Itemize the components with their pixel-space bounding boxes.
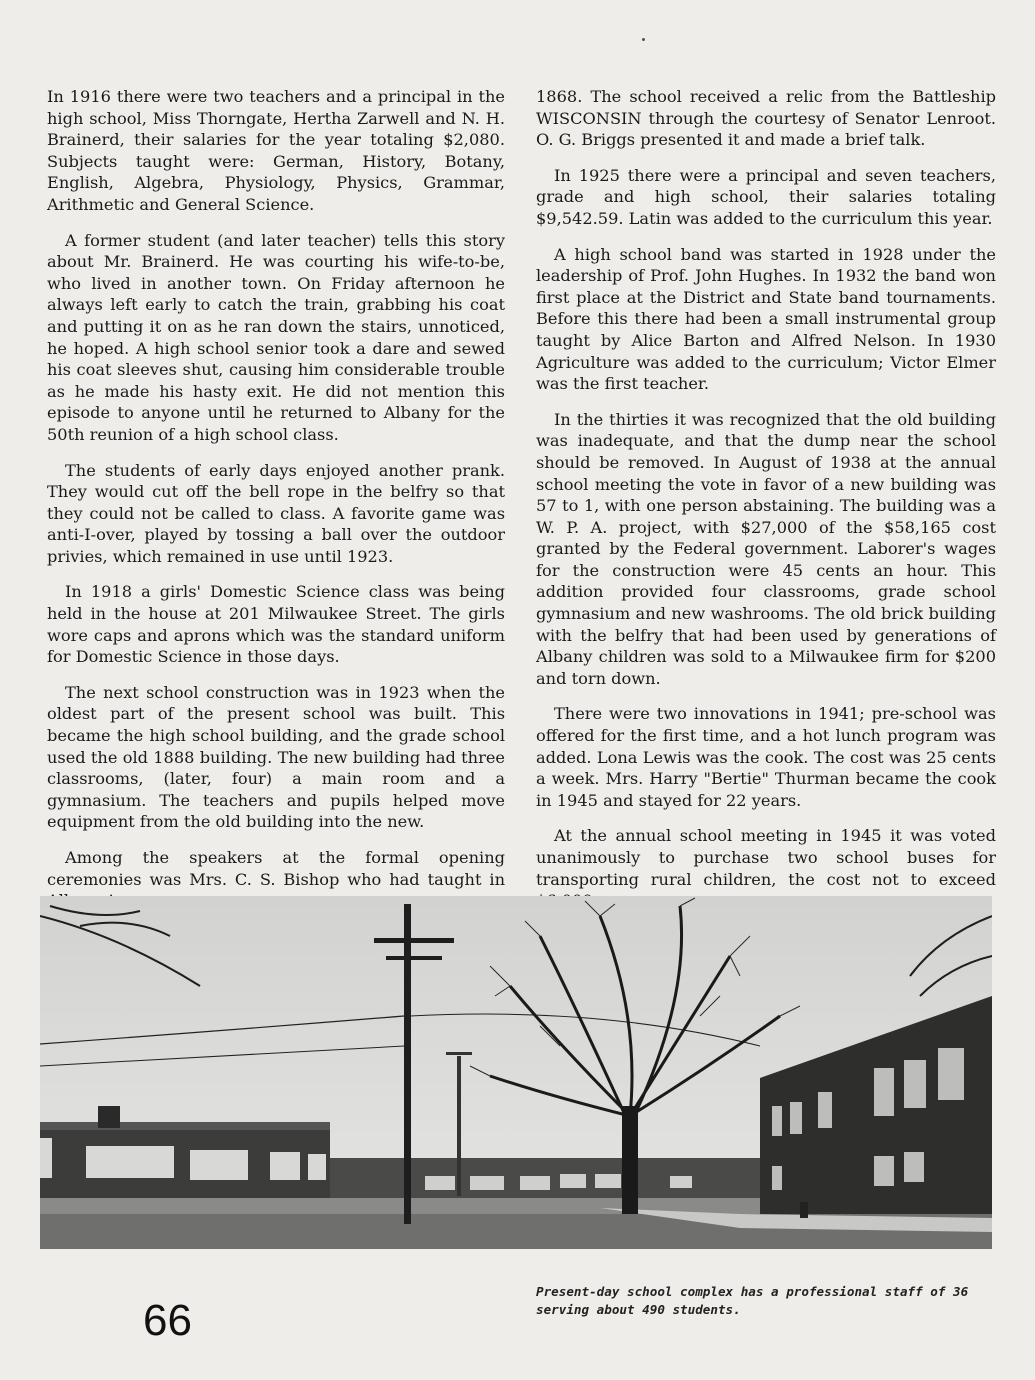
left-text-column bbox=[47, 86, 505, 926]
paragraph-opening-ceremonies: Among the speakers at the formal opening ceremonies was Mrs. C. S. Bishop who had taught in bbox=[47, 848, 505, 889]
school-photo-illustration bbox=[40, 896, 992, 1249]
paragraph-brainerd-story: A former student (and later teacher) tells this story about Mr. Brainerd. He was courting his wife-to-be, who lived in another town. On Friday afternoon he always left early to catch the train, grabbing his coat and putting it on as he ran down the stairs, unnoticed, he hoped. A high school senior took a dare and sewed his coat sleeves shut, causing him considerable trouble as he made his hasty exit. He did not mention this episode to anyone until he returned to Albany for the 50th reunion of a high school class. bbox=[47, 230, 505, 444]
paragraph-prank: The students of early days enjoyed another prank. They would cut off the bell rope in the belfry so that they could not be called to class. A favorite game was anti-I-over, played by tossing a ball over the outdoor privies, which remained in use until 1923. bbox=[47, 460, 505, 566]
paragraph-1868-relic: 1868. The school received a relic from the Battleship WISCONSIN through the courtesy of Senator Lenroot. O. G. Briggs presented it and made a brief talk. bbox=[536, 87, 996, 150]
page-number: 66 bbox=[143, 1296, 192, 1345]
paragraph-domestic-science: In 1918 a girls' Domestic Science class was being held in the house at 201 Milwaukee Street. The girls wore caps and aprons which was the standard uniform for Domestic Science in those days. bbox=[47, 582, 505, 667]
paragraph-1925-teachers: In 1925 there were a principal and seven teachers, grade and high school, their salaries totaling $9,542.59. Latin was added to the curriculum this year. bbox=[536, 165, 996, 228]
paragraph-school-buses: At the annual school meeting in 1945 it was voted unanimously to purchase two school buses for transporting rural children, the cost not to exceed bbox=[536, 826, 996, 889]
paragraph-1916-teachers: In 1916 there were two teachers and a principal in the high school, Miss Thorngate, Hertha Zarwell and N. H. Brainerd, their salaries for the year totaling $2,080. Subjects taught were: German, History, Botany, English, Algebra, Physiology, Physics, Grammar, Arithmetic and General Science. bbox=[47, 87, 505, 214]
school-complex-photo bbox=[40, 896, 992, 1249]
right-text-column bbox=[536, 86, 996, 926]
speck-mark bbox=[642, 38, 645, 41]
paragraph-1941-innovations: There were two innovations in 1941; pre-school was offered for the first time, and a hot lunch program was added. Lona Lewis was the cook. The cost was 25 cents a week. Mrs. Harry "Bertie" Thurman became the cook in 1945 and stayed for 22 years. bbox=[536, 704, 996, 810]
paragraph-thirties-building: In the thirties it was recognized that the old building was inadequate, and that the dump near the school should be removed. In August of 1938 at the annual school meeting the vote in favor of a new building was 57 to 1, with one person abstaining. The building was a W. P. A. project, with $27,000 of the $58,165 cost granted by the Federal government. Laborer's wages for the construction were 45 cents an hour. This addition provided four classrooms, grade school gymnasium and new washrooms. The old brick building with the belfry that had been used by generations of Albany children was sold to a Milwaukee firm for $200 and torn down. bbox=[536, 409, 996, 688]
paragraph-1923-construction: The next school construction was in 1923 when the oldest part of the present school was built. This became the high school building, and the grade school used the old 1888 building. The new building had three classrooms, (later, four) a main room and a gymnasium. The teachers and pupils helped move equipment from the old building into the new. bbox=[47, 682, 505, 832]
photo-caption: Present-day school complex has a professional staff of 36 serving about 490 students. bbox=[536, 1284, 969, 1317]
paragraph-band: A high school band was started in 1928 under the leadership of Prof. John Hughes. In 1932 the band won first place at the District and State band tournaments. Before this there had been a small instrumental group taught by Alice Barton and Alfred Nelson. In 1930 Agriculture was added to the curriculum; Victor Elmer was the first teacher. bbox=[536, 244, 996, 394]
